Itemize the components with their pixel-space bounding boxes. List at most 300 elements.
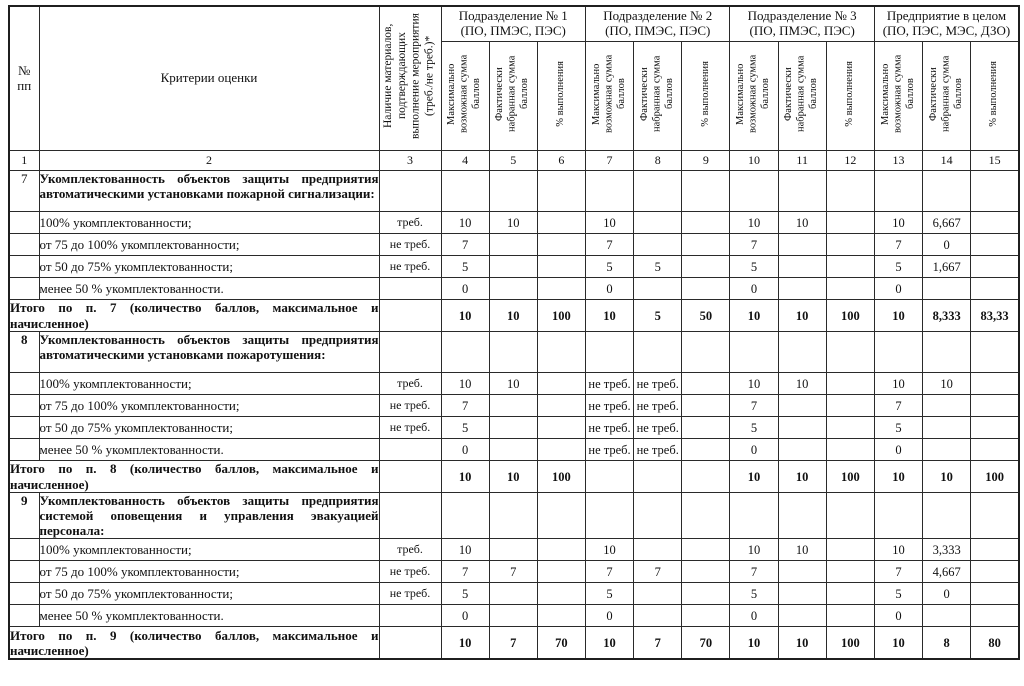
value-cell: не треб. — [585, 417, 633, 439]
value-cell: 7 — [730, 395, 778, 417]
value-cell: 100 — [826, 461, 874, 493]
value-cell — [826, 234, 874, 256]
value-cell: 100 — [826, 300, 874, 332]
value-cell — [634, 493, 682, 539]
value-cell: 8,333 — [923, 300, 971, 332]
value-cell: 5 — [585, 256, 633, 278]
value-cell — [971, 561, 1019, 583]
value-cell — [826, 605, 874, 627]
row-number-cell — [9, 373, 39, 395]
value-cell — [585, 461, 633, 493]
total-label: Итого по п. 8 (количество баллов, максимальное и начисленное) — [10, 461, 379, 492]
value-cell: 5 — [585, 583, 633, 605]
value-cell — [634, 583, 682, 605]
value-cell — [874, 493, 922, 539]
group-title: Предприятие в целом — [886, 8, 1007, 24]
metric-header-text: Фактически набранная сумма баллов — [494, 55, 531, 132]
value-cell — [971, 417, 1019, 439]
value-cell — [971, 373, 1019, 395]
metric-header-max — [730, 42, 778, 151]
value-cell — [682, 332, 730, 373]
value-cell — [537, 395, 585, 417]
value-cell — [537, 417, 585, 439]
value-cell: 0 — [730, 605, 778, 627]
value-cell: 100 — [537, 461, 585, 493]
value-cell: 0 — [874, 439, 922, 461]
requirement-cell: треб. — [379, 539, 441, 561]
value-cell — [971, 539, 1019, 561]
value-cell: 7 — [874, 561, 922, 583]
requirement-cell — [379, 171, 441, 212]
value-cell — [971, 605, 1019, 627]
group-subtitle: (ПО, ПМЭС, ПЭС) — [605, 23, 711, 38]
value-cell: 10 — [441, 373, 489, 395]
value-cell: 5 — [441, 256, 489, 278]
requirement-cell: не треб. — [379, 583, 441, 605]
value-cell: 5 — [874, 583, 922, 605]
value-cell: 7 — [441, 395, 489, 417]
value-cell — [634, 212, 682, 234]
value-cell: 10 — [730, 461, 778, 493]
value-cell: 10 — [730, 373, 778, 395]
value-cell: 7 — [634, 627, 682, 660]
criteria-label: от 75 до 100% укомплектованности; — [39, 234, 379, 256]
value-cell: 5 — [441, 417, 489, 439]
value-cell: 100 — [537, 300, 585, 332]
column-number: 15 — [971, 151, 1019, 171]
row-number-cell — [9, 561, 39, 583]
value-cell — [634, 332, 682, 373]
value-cell: 10 — [923, 461, 971, 493]
requirement-cell — [379, 605, 441, 627]
value-cell — [537, 493, 585, 539]
value-cell — [730, 171, 778, 212]
group-header-unit2 — [585, 6, 729, 42]
value-cell — [778, 417, 826, 439]
value-cell — [826, 493, 874, 539]
value-cell — [826, 278, 874, 300]
column-number: 8 — [634, 151, 682, 171]
value-cell: 7 — [730, 561, 778, 583]
total-label: Итого по п. 9 (количество баллов, максимальное и начисленное) — [10, 627, 379, 658]
metric-header-percent — [682, 42, 730, 151]
value-cell: 4,667 — [923, 561, 971, 583]
value-cell: 100 — [826, 627, 874, 660]
row-number-cell — [9, 417, 39, 439]
value-cell — [730, 493, 778, 539]
row-number-cell — [9, 256, 39, 278]
metric-header-actual — [923, 42, 971, 151]
requirement-cell — [379, 461, 441, 493]
value-cell: не треб. — [634, 373, 682, 395]
value-cell — [682, 171, 730, 212]
value-cell — [778, 256, 826, 278]
metric-header-text: % выполнения — [555, 60, 567, 127]
value-cell — [489, 395, 537, 417]
value-cell — [682, 373, 730, 395]
value-cell: 5 — [441, 583, 489, 605]
value-cell — [682, 417, 730, 439]
criteria-label: от 75 до 100% укомплектованности; — [39, 395, 379, 417]
value-cell: 8 — [923, 627, 971, 660]
value-cell — [826, 539, 874, 561]
requirement-cell — [379, 278, 441, 300]
value-cell — [682, 493, 730, 539]
value-cell — [826, 583, 874, 605]
value-cell — [537, 332, 585, 373]
value-cell: 7 — [730, 234, 778, 256]
criteria-row — [9, 212, 1019, 234]
group-header-enterprise — [874, 6, 1019, 42]
value-cell: 5 — [730, 583, 778, 605]
metric-header-text: % выполнения — [844, 60, 856, 127]
value-cell — [826, 561, 874, 583]
value-cell: 10 — [489, 212, 537, 234]
value-cell — [537, 256, 585, 278]
value-cell: 5 — [634, 300, 682, 332]
value-cell: 10 — [489, 461, 537, 493]
value-cell — [971, 212, 1019, 234]
metric-header-percent — [537, 42, 585, 151]
total-row — [9, 461, 1019, 493]
value-cell — [778, 171, 826, 212]
value-cell — [537, 212, 585, 234]
value-cell — [874, 332, 922, 373]
criteria-row — [9, 583, 1019, 605]
total-row — [9, 300, 1019, 332]
value-cell: 0 — [441, 605, 489, 627]
value-cell — [489, 256, 537, 278]
value-cell: 10 — [923, 373, 971, 395]
row-number-cell — [9, 212, 39, 234]
value-cell — [923, 493, 971, 539]
column-number: 13 — [874, 151, 922, 171]
value-cell: 10 — [441, 627, 489, 660]
criteria-label: менее 50 % укомплектованности. — [39, 439, 379, 461]
value-cell — [585, 171, 633, 212]
value-cell: 10 — [441, 212, 489, 234]
value-cell: 10 — [778, 627, 826, 660]
value-cell — [682, 605, 730, 627]
section-title: Укомплектованность объектов защиты предприятия автоматическими установками пожарной сигнализации: — [39, 171, 379, 212]
value-cell: 0 — [585, 278, 633, 300]
col-header-materials-text: Наличие материалов, подтверждающих выполнение мероприятия (треб./не треб.)* — [382, 13, 436, 139]
value-cell: 0 — [923, 234, 971, 256]
value-cell: 5 — [874, 417, 922, 439]
criteria-row — [9, 439, 1019, 461]
column-number: 1 — [9, 151, 39, 171]
value-cell: 10 — [489, 300, 537, 332]
value-cell — [778, 395, 826, 417]
value-cell: не треб. — [634, 395, 682, 417]
row-number-cell — [9, 234, 39, 256]
criteria-row — [9, 256, 1019, 278]
value-cell: 10 — [778, 300, 826, 332]
value-cell: не треб. — [634, 439, 682, 461]
value-cell — [537, 583, 585, 605]
value-cell — [826, 332, 874, 373]
metric-header-actual — [778, 42, 826, 151]
value-cell — [778, 561, 826, 583]
section-number: 8 — [9, 332, 39, 373]
value-cell — [923, 605, 971, 627]
value-cell: 10 — [874, 212, 922, 234]
value-cell: 50 — [682, 300, 730, 332]
row-number-cell — [9, 583, 39, 605]
value-cell: 70 — [537, 627, 585, 660]
row-number-cell — [9, 605, 39, 627]
metric-header-max — [441, 42, 489, 151]
criteria-label: от 50 до 75% укомплектованности; — [39, 417, 379, 439]
value-cell — [971, 256, 1019, 278]
column-number: 11 — [778, 151, 826, 171]
requirement-cell — [379, 493, 441, 539]
value-cell: 5 — [730, 256, 778, 278]
value-cell — [730, 332, 778, 373]
value-cell — [874, 171, 922, 212]
criteria-row — [9, 234, 1019, 256]
value-cell — [441, 493, 489, 539]
value-cell: 10 — [585, 212, 633, 234]
value-cell — [634, 605, 682, 627]
value-cell — [489, 234, 537, 256]
value-cell: 80 — [971, 627, 1019, 660]
criteria-label: менее 50 % укомплектованности. — [39, 605, 379, 627]
value-cell — [923, 332, 971, 373]
value-cell — [441, 171, 489, 212]
value-cell — [634, 278, 682, 300]
value-cell — [971, 278, 1019, 300]
group-title: Подразделение № 3 — [747, 8, 857, 24]
value-cell: 5 — [730, 417, 778, 439]
section-title: Укомплектованность объектов защиты предприятия системой оповещения и управления эвакуацией персонала: — [39, 493, 379, 539]
value-cell: 10 — [778, 461, 826, 493]
criteria-label: менее 50 % укомплектованности. — [39, 278, 379, 300]
col-header-criteria: Критерии оценки — [39, 6, 379, 151]
value-cell — [923, 395, 971, 417]
value-cell — [489, 439, 537, 461]
value-cell: 10 — [585, 539, 633, 561]
value-cell: не треб. — [585, 373, 633, 395]
metric-header-percent — [826, 42, 874, 151]
column-number: 7 — [585, 151, 633, 171]
column-number: 6 — [537, 151, 585, 171]
metric-header-percent — [971, 42, 1019, 151]
value-cell: 1,667 — [923, 256, 971, 278]
value-cell: 83,33 — [971, 300, 1019, 332]
value-cell — [441, 332, 489, 373]
criteria-row — [9, 373, 1019, 395]
value-cell: 70 — [682, 627, 730, 660]
value-cell — [537, 171, 585, 212]
value-cell — [826, 417, 874, 439]
group-title: Подразделение № 2 — [603, 8, 713, 24]
criteria-row — [9, 278, 1019, 300]
value-cell — [826, 395, 874, 417]
group-title: Подразделение № 1 — [458, 8, 568, 24]
value-cell — [682, 583, 730, 605]
value-cell: 7 — [441, 561, 489, 583]
metric-header-text: Фактически набранная сумма баллов — [927, 55, 964, 132]
metric-header-max — [585, 42, 633, 151]
value-cell: 10 — [730, 300, 778, 332]
value-cell — [971, 439, 1019, 461]
value-cell — [778, 583, 826, 605]
value-cell: 0 — [730, 278, 778, 300]
criteria-label: от 75 до 100% укомплектованности; — [39, 561, 379, 583]
value-cell: 7 — [441, 234, 489, 256]
value-cell — [826, 212, 874, 234]
value-cell: 10 — [778, 212, 826, 234]
value-cell: 0 — [923, 583, 971, 605]
value-cell — [778, 439, 826, 461]
value-cell — [634, 234, 682, 256]
value-cell — [826, 256, 874, 278]
value-cell: 10 — [874, 373, 922, 395]
metric-header-text: % выполнения — [699, 60, 711, 127]
total-label: Итого по п. 7 (количество баллов, максимальное и начисленное) — [10, 300, 379, 331]
metric-header-text: Фактически набранная сумма баллов — [783, 55, 820, 132]
value-cell — [489, 332, 537, 373]
value-cell — [971, 493, 1019, 539]
value-cell: 10 — [585, 627, 633, 660]
criteria-row — [9, 539, 1019, 561]
section-header-row — [9, 171, 1019, 212]
requirement-cell: не треб. — [379, 234, 441, 256]
criteria-row — [9, 605, 1019, 627]
group-subtitle: (ПО, ПМЭС, ПЭС) — [460, 23, 566, 38]
value-cell: 5 — [634, 256, 682, 278]
criteria-row — [9, 561, 1019, 583]
value-cell: 100 — [971, 461, 1019, 493]
row-number-cell — [9, 395, 39, 417]
section-title: Укомплектованность объектов защиты предприятия автоматическими установками пожаротушения: — [39, 332, 379, 373]
group-subtitle: (ПО, ПЭС, МЭС, ДЗО) — [882, 23, 1011, 38]
group-header-row — [9, 6, 1019, 42]
value-cell — [489, 417, 537, 439]
section-number: 9 — [9, 493, 39, 539]
total-row — [9, 627, 1019, 660]
value-cell: 7 — [585, 561, 633, 583]
value-cell — [826, 439, 874, 461]
metric-header-text: Максимально возможная сумма баллов — [735, 54, 772, 133]
value-cell: 10 — [441, 300, 489, 332]
column-number: 5 — [489, 151, 537, 171]
group-header-unit1 — [441, 6, 585, 42]
value-cell — [537, 561, 585, 583]
column-number: 12 — [826, 151, 874, 171]
value-cell — [537, 439, 585, 461]
value-cell: 0 — [441, 439, 489, 461]
value-cell — [537, 234, 585, 256]
value-cell — [923, 171, 971, 212]
group-header-unit3 — [730, 6, 874, 42]
value-cell: 10 — [874, 461, 922, 493]
value-cell: 10 — [874, 300, 922, 332]
value-cell — [489, 539, 537, 561]
section-number: 7 — [9, 171, 39, 212]
value-cell — [682, 395, 730, 417]
value-cell — [971, 171, 1019, 212]
value-cell: 7 — [489, 627, 537, 660]
value-cell — [778, 278, 826, 300]
requirement-cell: треб. — [379, 373, 441, 395]
value-cell — [682, 539, 730, 561]
value-cell — [923, 439, 971, 461]
col-header-materials — [379, 6, 441, 151]
value-cell — [489, 171, 537, 212]
metric-header-max — [874, 42, 922, 151]
requirement-cell: треб. — [379, 212, 441, 234]
value-cell — [634, 461, 682, 493]
metric-header-actual — [489, 42, 537, 151]
value-cell: 10 — [778, 539, 826, 561]
value-cell: 0 — [441, 278, 489, 300]
section-header-row — [9, 332, 1019, 373]
value-cell — [778, 332, 826, 373]
value-cell — [537, 373, 585, 395]
criteria-label: 100% укомплектованности; — [39, 539, 379, 561]
column-number: 9 — [682, 151, 730, 171]
metric-header-text: Максимально возможная сумма баллов — [590, 54, 627, 133]
requirement-cell: не треб. — [379, 395, 441, 417]
value-cell — [537, 539, 585, 561]
column-number-row — [9, 151, 1019, 171]
metric-header-text: % выполнения — [988, 60, 1000, 127]
value-cell — [826, 373, 874, 395]
value-cell: 0 — [585, 605, 633, 627]
value-cell: 10 — [730, 627, 778, 660]
value-cell: 7 — [874, 234, 922, 256]
criteria-label: от 50 до 75% укомплектованности; — [39, 256, 379, 278]
value-cell: не треб. — [585, 439, 633, 461]
criteria-label: 100% укомплектованности; — [39, 373, 379, 395]
value-cell: 3,333 — [923, 539, 971, 561]
value-cell: 10 — [874, 539, 922, 561]
value-cell — [634, 539, 682, 561]
section-header-row — [9, 493, 1019, 539]
value-cell — [923, 278, 971, 300]
row-number-cell — [9, 278, 39, 300]
assessment-table — [8, 5, 1020, 660]
value-cell — [489, 605, 537, 627]
value-cell: не треб. — [634, 417, 682, 439]
value-cell — [682, 561, 730, 583]
value-cell — [778, 234, 826, 256]
value-cell — [682, 256, 730, 278]
column-number: 14 — [923, 151, 971, 171]
value-cell — [971, 234, 1019, 256]
metric-header-text: Фактически набранная сумма баллов — [638, 55, 675, 132]
value-cell — [971, 583, 1019, 605]
value-cell — [971, 395, 1019, 417]
value-cell — [489, 278, 537, 300]
value-cell — [537, 278, 585, 300]
value-cell: 10 — [778, 373, 826, 395]
requirement-cell: не треб. — [379, 561, 441, 583]
col-header-no: № пп — [9, 6, 39, 151]
value-cell: 7 — [634, 561, 682, 583]
row-number-cell — [9, 439, 39, 461]
value-cell — [778, 493, 826, 539]
value-cell — [682, 234, 730, 256]
requirement-cell — [379, 439, 441, 461]
value-cell — [634, 171, 682, 212]
metric-header-text: Максимально возможная сумма баллов — [446, 54, 483, 133]
value-cell — [826, 171, 874, 212]
criteria-row — [9, 395, 1019, 417]
criteria-label: 100% укомплектованности; — [39, 212, 379, 234]
